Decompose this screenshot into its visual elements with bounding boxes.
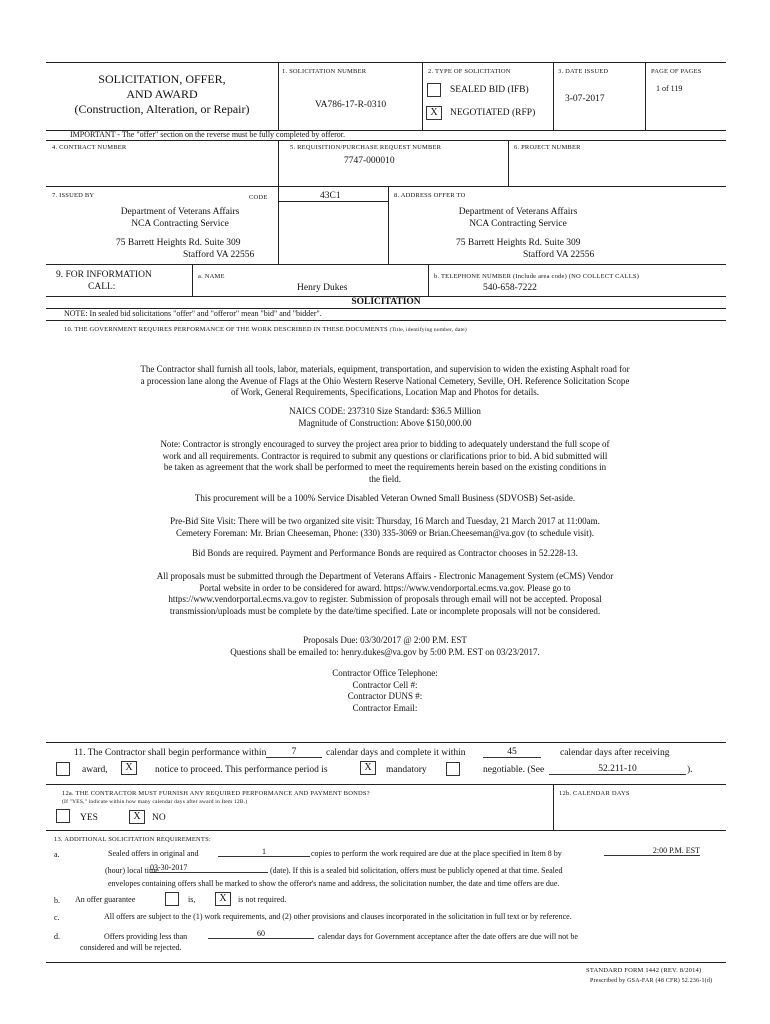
item-13a-text: envelopes containing offers shall be marked to show the offeror's name and address, the solicitation number, the date and time offers are due. (108, 879, 560, 888)
due-block (140, 635, 630, 658)
requisition-label: 5. REQUISITION/PURCHASE REQUEST NUMBER (290, 144, 442, 151)
form-title (48, 72, 276, 117)
sealed-bid-checkbox[interactable] (427, 83, 441, 97)
due-date: 03-30-2017 (150, 863, 268, 873)
rule (46, 742, 726, 743)
item-12a-sub: (If "YES," indicate within how many calendar days after award in Item 12B.) (62, 799, 248, 805)
offer-address (438, 206, 598, 230)
solicitation-heading: SOLICITATION (351, 297, 421, 307)
address-line: Stafford VA 22556 (523, 250, 595, 260)
contractor-telephone-line: Contractor Office Telephone: (332, 668, 438, 678)
divider (553, 784, 554, 830)
divider (278, 62, 279, 130)
divider (278, 186, 279, 264)
divider (645, 62, 646, 130)
project-number-label: 6. PROJECT NUMBER (514, 144, 581, 151)
item-10-sub: (Title, identifying number, date) (389, 327, 467, 333)
date-issued: 3-07-2017 (565, 94, 605, 104)
rule (46, 264, 726, 265)
label-line: CALL: (88, 282, 116, 292)
divider (553, 62, 554, 130)
item-13a-text: (hour) local time (105, 866, 159, 875)
contractor-email-line: Contractor Email: (352, 702, 418, 713)
item-13c-text: All offers are subject to the (1) work requirements, and (2) other provisions and clauses incorporated in the solicitation in full text or by reference. (104, 912, 572, 921)
item-13a-text: Sealed offers in original and (108, 849, 199, 858)
item-11-text: notice to proceed. This performance period is (155, 765, 328, 775)
item-13d-text: calendar days for Government acceptance after the date offers are due will not be (318, 932, 578, 941)
address-line: NCA Contracting Service (131, 219, 229, 229)
foreman-line: Cemetery Foreman: Mr. Brian Cheeseman, Phone: (330) 335-3069 or Brian.Cheeseman@va.gov (to schedule visit). (176, 527, 594, 538)
item-12a-label: 12a. THE CONTRACTOR MUST FURNISH ANY REQUIRED PERFORMANCE AND PAYMENT BONDS? (62, 790, 370, 797)
bonds-line: Bid Bonds are required. Payment and Performance Bonds are required as Contractor chooses in 52.228-13. (192, 548, 578, 558)
see-reference: 52.211-10 (549, 764, 686, 775)
name-label: a. NAME (198, 273, 225, 280)
sdvosb-line: This procurement will be a 100% Service Disabled Veteran Owned Small Business (SDVOSB) Set-aside. (194, 493, 576, 503)
item-11-text: ). (687, 765, 693, 775)
item-13b-text: is not required. (238, 895, 287, 904)
negotiable-label: negotiable. (See (483, 765, 545, 775)
divider (422, 62, 423, 130)
rule (46, 784, 726, 785)
questions-line: Questions shall be emailed to: henry.dukes@va.gov by 5:00 P.M. EST on 03/23/2017. (230, 646, 540, 657)
negotiated-checkbox[interactable]: X (426, 106, 442, 120)
address-line: Department of Veterans Affairs (120, 207, 240, 217)
item-13d-text: Offers providing less than (104, 932, 188, 941)
item-13b-marker: b. (54, 896, 60, 905)
requisition-number: 7747-000010 (344, 156, 395, 166)
negotiated-label: NEGOTIATED (RFP) (450, 108, 536, 118)
yes-label: YES (80, 813, 98, 823)
proposals-due-line: Proposals Due: 03/30/2017 @ 2:00 P.M. EST (303, 635, 467, 645)
issued-by-label: 7. ISSUED BY (52, 192, 95, 199)
sealed-bid-note: NOTE: In sealed bid solicitations "offer" and "offeror" mean "bid" and "bidder". (64, 309, 322, 318)
bonds-yes-checkbox[interactable] (56, 809, 70, 823)
item-10-text: 10. THE GOVERNMENT REQUIRES PERFORMANCE OF THE WORK DESCRIBED IN THESE DOCUMENTS (64, 326, 388, 333)
date-issued-label: 3. DATE ISSUED (558, 68, 609, 75)
information-call-label (56, 269, 152, 293)
contract-number-label: 4. CONTRACT NUMBER (52, 144, 127, 151)
item-13c-marker: c. (54, 913, 60, 922)
due-time: 2:00 P.M. EST (604, 846, 700, 856)
item-13b-is-label: is, (188, 895, 196, 904)
code-label: CODE (249, 194, 268, 201)
naics-line: NAICS CODE: 237310 Size Standard: $36.5 Million (289, 406, 481, 416)
contractor-duns-line: Contractor DUNS #: (347, 691, 423, 701)
copies-count: 1 (218, 847, 310, 857)
important-note: IMPORTANT - The "offer" section on the reverse must be fully completed by offeror. (70, 130, 345, 139)
contact-telephone: 540-658-7222 (483, 283, 537, 293)
magnitude-line: Magnitude of Construction: Above $150,000.00 (298, 417, 472, 428)
contractor-cell-line: Contractor Cell #: (352, 679, 418, 690)
item-13a-text: copies to perform the work required are due at the place specified in Item 8 by (311, 849, 562, 858)
rule (46, 320, 726, 321)
item-13-label: 13. ADDITIONAL SOLICITATION REQUIREMENTS: (54, 836, 211, 843)
site-visit-line: Pre-Bid Site Visit: There will be two organized site visit: Thursday, 16 March and Tuesday, 21 March 2017 at 11:00am. (170, 516, 600, 526)
item-13a-text: (date). If this is a sealed bid solicitation, offers must be publicly opened at that time. Sealed (270, 866, 563, 875)
guarantee-is-checkbox[interactable] (165, 892, 179, 906)
no-label: NO (152, 813, 166, 823)
item-11-text: calendar days and complete it within (326, 748, 466, 758)
item-10-label (64, 326, 467, 333)
divider (278, 140, 279, 186)
divider (388, 186, 389, 264)
acceptance-days: 60 (208, 929, 314, 939)
rule (46, 186, 726, 187)
scope-paragraph: The Contractor shall furnish all tools, labor, materials, equipment, transportation, and supervision to widen the existing Asphalt road for a procession lane along the Avenue of Flags at the Ohio Western Reserve National Cemetery, Seville, OH. Reference Solicitation Scope of Work, General Requirements, Specifications, Location Map and Photos for details. (140, 364, 630, 397)
address-line: Stafford VA 22556 (183, 250, 255, 260)
item-11-text: calendar days after receiving (560, 748, 670, 758)
survey-note: Note: Contractor is strongly encouraged to survey the project area prior to bidding to adequately understand the full scope of work and all requirements. Contractor is required to submit any questions or clarifications prior to bid. A bid submitted will be taken as agreement that the work shall be performed to meet the requirements herein based on the existing conditions in the field. (160, 439, 610, 484)
sealed-bid-label: SEALED BID (IFB) (450, 85, 529, 95)
negotiable-checkbox[interactable] (446, 762, 460, 776)
rule (46, 140, 726, 141)
title-line: AND AWARD (126, 87, 198, 101)
item-13d-marker: d. (54, 932, 60, 941)
bonds-no-checkbox[interactable]: X (129, 810, 145, 824)
rule-bottom (46, 962, 726, 963)
mandatory-checkbox[interactable]: X (360, 761, 376, 775)
issued-by-address (100, 206, 260, 230)
rule (46, 830, 726, 831)
award-checkbox[interactable] (56, 762, 70, 776)
page-count: 1 of 119 (656, 84, 683, 93)
item-13a-marker: a. (54, 850, 60, 859)
address-line: Department of Veterans Affairs (458, 207, 578, 217)
contact-name: Henry Dukes (297, 283, 348, 293)
address-line: 75 Barrett Heights Rd. Suite 309 (116, 238, 241, 248)
item-11-text: 11. The Contractor shall begin performance within (74, 748, 267, 758)
guarantee-not-required-checkbox[interactable]: X (215, 892, 231, 906)
rule (278, 201, 388, 202)
mandatory-label: mandatory (386, 765, 427, 775)
naics-block (140, 406, 630, 429)
form-number: STANDARD FORM 1442 (REV. 8/2014) (586, 967, 702, 974)
label-line: 9. FOR INFORMATION (56, 270, 152, 280)
contractor-info-block (240, 668, 530, 714)
title-line: SOLICITATION, OFFER, (98, 72, 226, 86)
award-label: award, (82, 765, 108, 775)
item-13b-text: An offer guarantee (75, 895, 136, 904)
item-13d-text: considered and will be rejected. (80, 943, 182, 952)
solicitation-number-label: 1. SOLICITATION NUMBER (282, 68, 367, 75)
item-12b-label: 12b. CALENDAR DAYS (559, 790, 630, 797)
begin-days: 7 (266, 747, 322, 758)
page-of-pages-label: PAGE OF PAGES (651, 68, 702, 75)
telephone-label: b. TELEPHONE NUMBER (Include area code) (NO COLLECT CALLS) (434, 273, 640, 280)
divider (192, 264, 193, 296)
divider (508, 140, 509, 186)
divider (428, 264, 429, 296)
rule-top (46, 62, 726, 63)
address-offer-label: 8. ADDRESS OFFER TO (394, 192, 466, 199)
title-line: (Construction, Alteration, or Repair) (74, 102, 250, 116)
prescribed-by: Prescribed by GSA-FAR (48 CFR) 52.236-1(d) (590, 978, 713, 984)
address-line: 75 Barrett Heights Rd. Suite 309 (456, 238, 581, 248)
complete-days: 45 (483, 747, 541, 758)
code-value: 43C1 (320, 191, 341, 201)
address-line: NCA Contracting Service (469, 219, 567, 229)
submission-paragraph: All proposals must be submitted through the Department of Veterans Affairs - Electronic Management System (eCMS) Vendor Portal website in order to be considered for award. https://www.vendorportal.ecms.va.gov. Please go to https://www.vendorportal.ecms.va.gov to register. Submission of proposals through email will not be accepted. Proposal transmission/uploads must be complete by the date/time specified. Late or incomplete proposals will not be considered. (156, 571, 614, 616)
notice-to-proceed-checkbox[interactable]: X (121, 761, 137, 775)
solicitation-number: VA786-17-R-0310 (315, 100, 387, 110)
solicitation-type-label: 2. TYPE OF SOLICITATION (428, 68, 511, 75)
site-visit-block (130, 516, 640, 539)
